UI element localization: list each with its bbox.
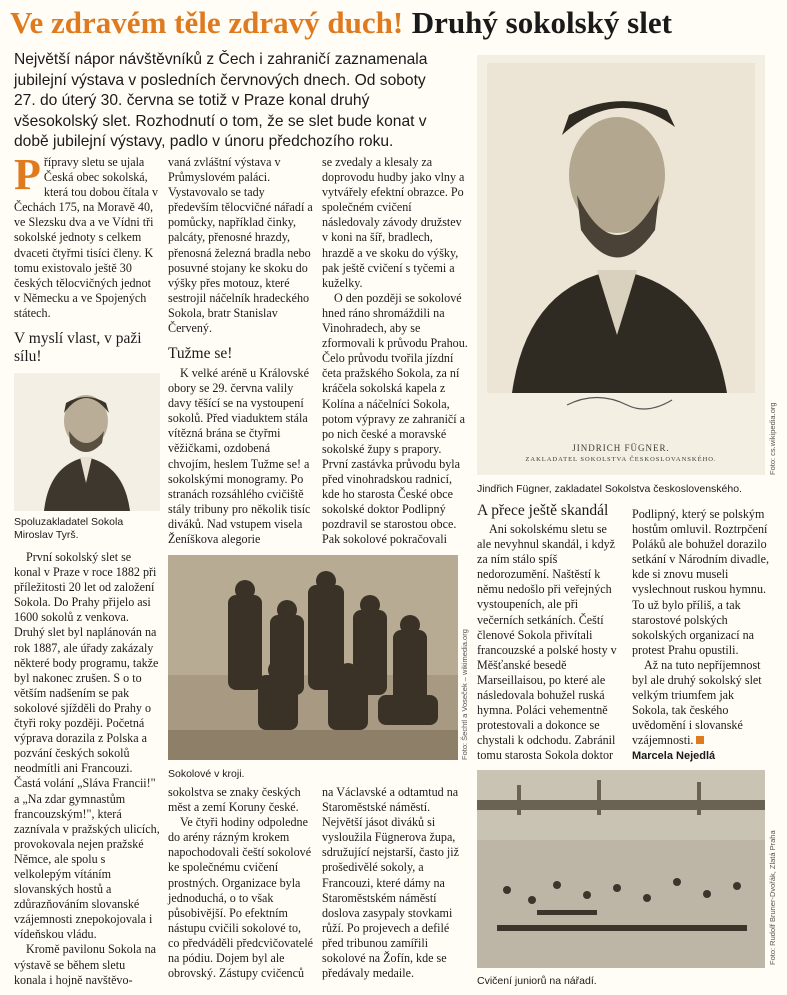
- group-caption: Sokolové v kroji.: [168, 768, 245, 780]
- exercise-credit: Foto: Rudolf Bruner-Dvořák, Zlatá Praha: [768, 830, 777, 965]
- exercise-caption: Cvičení juniorů na nářadí.: [477, 975, 597, 987]
- exercise-photo: [477, 770, 765, 968]
- col4-subhead: A přece ještě skandál: [477, 502, 609, 519]
- col3-paragraph-2: O den později se sokolové hned ráno shromáždili na Vinohradech, aby se zformovali k průvodu Prahou. Čelo průvodu tvořila jízdní četa pražského Sokola, za ní kráčela sokolská kapela z Kolína a náčelníci Sokola, potom výpravy ze zahraničí a po nich české a moravské sokolské župy s prapory. První zastávka průvodu byla před vinohradskou radnicí, kde ho starosta České obce sokolské doktor Podlipný pozdravil se starostou obce. Pak sokolové pokračovali: [322, 290, 468, 547]
- column-1-top: [14, 150, 160, 321]
- fugner-plate-name: JINDRICH FÜGNER.: [572, 443, 670, 453]
- fugner-credit: Foto: cs.wikipedia.org: [768, 402, 777, 475]
- col1-paragraph-2: První sokolský slet se konal v Praze v roce 1882 při příležitosti 20 let od založení Sokola. Do Prahy přijelo asi 1600 sokolů z venkova. Druhý slet byl naplánován na rok 1887, ale úřady zakázaly některé body programu, takže byl nakonec zrušen. S o to větším nadšením se pak sokolové sjížděli do Prahy o čtyři roky později. Početná výprava dorazila z Polska a pozvání českých sokolů neodmítli ani Francouzi. Častá volání „Sláva Francii!" a „Na zdar gymnastům francouzským!", která zaznívala v pražských ulicích, provokovala nejen pražské Němce, ale spolu s velkolepým vítáním slovanských hostů a zdůrazňováním slovanské vzájemnosti znepokojovala i vídeňskou vládu.: [14, 550, 160, 942]
- column-4: [477, 522, 623, 764]
- column-1-bottom: [14, 550, 160, 988]
- col3-paragraph-3: na Václavské a odtamtud na Staroměstské náměstí. Největší jásot diváků si vysloužila Fügnerova župa, sdružující nejstarší, často již prošedivělé sokoly, a Francouzi, které dámy na Staroměstském náměstí doslova zasypaly stovkami růží. Po projevech a defilé před tribunou zamířili sokolové na Žofín, kde se předávaly medaile.: [322, 785, 460, 981]
- tyrs-caption: Spoluzakladatel Sokola Miroslav Tyrš.: [14, 516, 124, 541]
- col2-paragraph-1: vaná zvláštní výstava v Průmyslovém paláci. Vystavovalo se tady především tělocvičné nářadí a pomůcky, například činky, palcáty, přenosné hrazdy, přenosná železná bradla nebo posuvné stojany ke skoku do výšky přes motouz, které sestrojil náčelník hradeckého Sokola, bratr Stanislav Červený.: [168, 155, 313, 336]
- col5-paragraph-1: Podlipný, který se polským hostům omluvil. Roztrpčení Poláků ale bohužel dorazilo setkání v Národním divadle, kde si znovu museli vyslechnout ruskou hymnu. To už bylo příliš, a tak starostové polských sokolských organizací na protest Prahu opustili.: [632, 507, 770, 657]
- headline: [10, 4, 785, 42]
- col4-paragraph-1: Ani sokolskému sletu se ale nevyhnul skandál, i když za ním stálo spíš nedorozumění. Naštěstí k němu nedošlo při veřejných vystoupeních, ale při večerních setkáních. Čeští členové Sokola přivítali francouzské a polské hosty v Měšťanské besedě Marseillaisou, po které ale následovala bohužel ruská hymna. Poláci vehementně protestovali a dokonce se chystali k odchodu. Zabránil tomu starosta Sokola doktor: [477, 522, 617, 763]
- col5-paragraph-2: Až na tuto nepříjemnost byl ale druhý sokolský slet velkým triumfem jak Sokola, tak českého uvědomění i slovanské vzájemnosti.: [632, 657, 762, 748]
- column-5: [632, 507, 772, 764]
- end-square-icon: [696, 736, 704, 744]
- col1-subhead: V myslí vlast, v paži sílu!: [14, 330, 142, 365]
- author: Marcela Nejedlá: [632, 749, 716, 762]
- col1-paragraph-1: řípravy sletu se ujala Česká obec sokolská, která tou dobou čítala v Čechách 175, na Moravě 40, ve Slezsku dva a ve Vídni tři sokolské jednoty s celkem dvaceti čtyřmi tisíci členy. K tomu existovalo ještě 30 českých tělocvičných jednot v Německu a ve Spojených státech.: [14, 155, 159, 320]
- column-2-bottom: [168, 785, 314, 981]
- fugner-plate-sub: ZAKLADATEL SOKOLSTVA ČESKOSLOVANSKÉHO.: [525, 456, 717, 463]
- dropcap: P: [14, 150, 41, 199]
- fugner-caption: Jindřich Fügner, zakladatel Sokolstva československého.: [477, 483, 742, 495]
- sokol-group-photo: [168, 555, 458, 760]
- headline-part2: Druhý sokolský slet: [411, 5, 672, 40]
- column-3-top: [322, 155, 468, 547]
- tyrs-photo: [14, 373, 160, 511]
- col2-paragraph-4: Ve čtyři hodiny odpoledne do arény rázným krokem napochodovali čeští sokolové ke společnému cvičení prostných. Organizace byla jednoduchá, o to však působivější. Po efektním nástupu cvičili sokolové to, co předváděli předcvičovatelé na pódiu. Dojem byl ale obrovský. Zástupy cvičenců: [168, 815, 314, 981]
- col2-subhead: Tužme se!: [168, 345, 233, 362]
- col2-paragraph-3: sokolstva se znaky českých měst a zemí Koruny české.: [168, 785, 301, 815]
- column-2-top: [168, 155, 314, 336]
- column-2-middle: [168, 366, 314, 547]
- fugner-portrait: [477, 55, 765, 475]
- group-credit: Foto: Šechtl a Voseček – wikimedia.org: [460, 629, 469, 760]
- col1-paragraph-3: Kromě pavilonu Sokola na výstavě se během sletu konala i hojně navštěvo-: [14, 942, 156, 987]
- col2-paragraph-2: K velké aréně u Královské obory se 29. června valily davy těšící se na vystoupení sokolů. Před viaduktem stála vítězná brána se čtyřmi věžičkami, ozdobená chvojím, heslem Tužme se! a sokolskými monogramy. Po stranách rozsáhlého cvičiště stály tribuny pro několik tisíc diváků. Nad vstupem visela Ženíškova alegorie: [168, 366, 311, 547]
- headline-part1: Ve zdravém těle zdravý duch!: [10, 5, 404, 40]
- lead-paragraph: Největší nápor návštěvníků z Čech i zahraničí zaznamenala jubilejní výstava v posledních červnových dnech. Od soboty 27. do úterý 30. června se totiž v Praze konal druhý všesokolský slet. Rozhodnutí o tom, že se slet bude konat v době jubilejní výstavy, padlo v únoru předchozího roku.: [14, 51, 428, 150]
- col3-paragraph-1: se zvedaly a klesaly za doprovodu hudby jako vlny a vytvářely efektní obrazce. Po společném cvičení následovaly závody družstev v koni na šíř, bradlech, hrazdě a ve skoku do výšky, pak ještě cvičení s tyčemi a kuželky.: [322, 155, 465, 290]
- column-3-bottom: [322, 785, 468, 981]
